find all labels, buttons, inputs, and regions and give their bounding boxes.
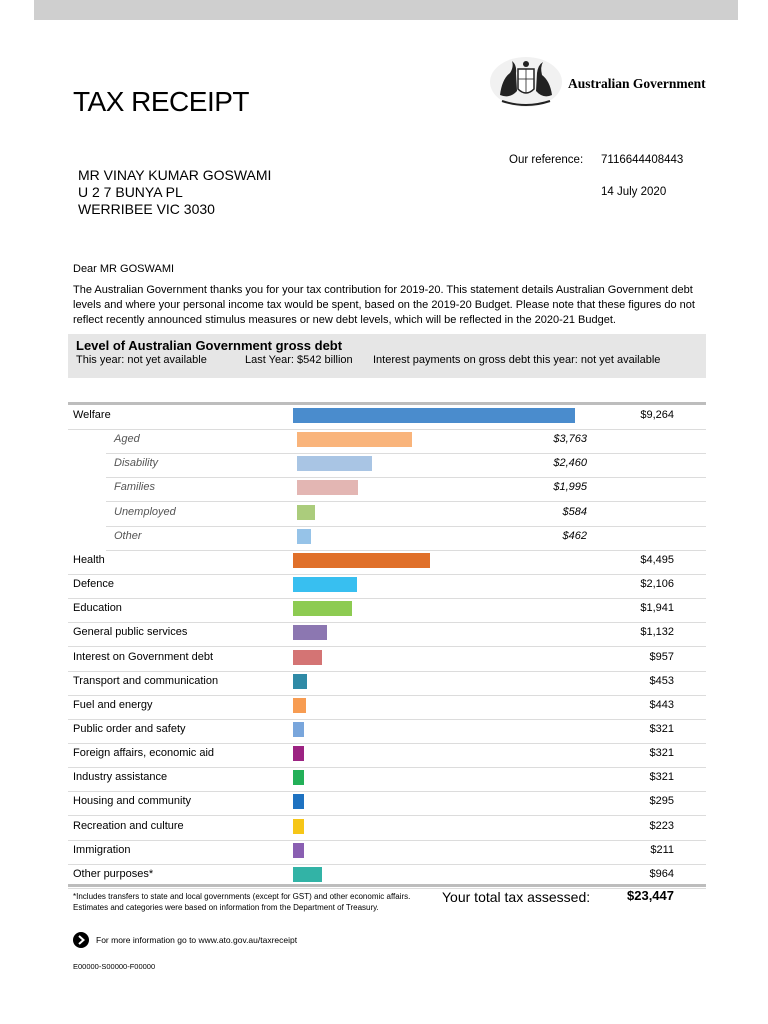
address-line-street: U 2 7 BUNYA PL: [78, 184, 183, 200]
category-value: $453: [649, 674, 674, 687]
category-row: [68, 671, 706, 696]
statement-date: 14 July 2020: [601, 186, 667, 198]
category-label: Fuel and energy: [73, 698, 153, 711]
category-value: $4,495: [640, 553, 674, 566]
page-title: TAX RECEIPT: [73, 86, 250, 117]
category-label: Foreign affairs, economic aid: [73, 747, 215, 760]
logo-text: Australian Government: [568, 76, 706, 91]
category-value: $211: [650, 843, 674, 856]
total-label: Your total tax assessed:: [442, 889, 591, 905]
category-row: [68, 405, 706, 430]
category-bar: [293, 819, 304, 834]
category-bar: [297, 480, 358, 495]
category-label: Unemployed: [114, 505, 176, 518]
category-label: Health: [73, 553, 105, 566]
category-label: Families: [114, 481, 155, 494]
table-bottom-rule: [68, 884, 706, 887]
category-row: [68, 647, 706, 672]
category-label: Other: [114, 529, 142, 542]
category-label: Defence: [73, 578, 114, 591]
category-bar: [293, 794, 304, 809]
category-value: $3,763: [553, 433, 587, 446]
address-line-name: MR VINAY KUMAR GOSWAMI: [78, 167, 272, 183]
category-row: [68, 816, 706, 841]
category-value: $295: [649, 795, 674, 808]
category-label: Transport and communication: [73, 674, 219, 687]
category-bar: [297, 529, 311, 544]
category-row: [68, 719, 706, 744]
document-code: E00000-S00000-F00000: [73, 962, 156, 971]
category-value: $223: [649, 819, 674, 832]
category-label: Welfare: [73, 409, 111, 421]
arrow-right-circle-icon: [73, 932, 89, 948]
category-value: $1,132: [640, 626, 674, 639]
category-bar: [293, 625, 327, 640]
category-bar: [293, 843, 304, 858]
category-bar: [293, 553, 430, 568]
category-value: $462: [562, 529, 587, 542]
category-label: Aged: [114, 433, 140, 446]
sub-category-row: [106, 526, 706, 551]
debt-interest: Interest payments on gross debt this year: not yet available: [373, 354, 661, 366]
salutation: Dear MR GOSWAMI: [73, 263, 175, 275]
reference-label: Our reference:: [509, 154, 584, 166]
category-label: General public services: [73, 626, 188, 639]
address-line-suburb: WERRIBEE VIC 3030: [78, 201, 215, 217]
coat-of-arms-icon: [488, 55, 564, 110]
category-label: Industry assistance: [73, 771, 168, 784]
top-banner: [34, 0, 738, 20]
category-label: Interest on Government debt: [73, 650, 214, 663]
total-value: $23,447: [627, 888, 674, 903]
debt-this-year: This year: not yet available: [76, 354, 207, 366]
category-value: $957: [649, 650, 674, 663]
category-bar: [293, 770, 304, 785]
category-bar: [293, 722, 304, 737]
category-bar: [293, 867, 322, 882]
category-row: [68, 840, 706, 865]
category-bar: [293, 650, 322, 665]
category-row: [68, 695, 706, 720]
reference-value: 7116644408443: [601, 154, 684, 166]
category-value: $443: [649, 698, 674, 711]
category-bar: [297, 432, 412, 447]
category-value: $1,995: [553, 481, 587, 494]
category-value: $321: [649, 747, 674, 760]
more-info-link[interactable]: For more information go to www.ato.gov.au/taxreceipt: [96, 935, 298, 945]
sub-category-row: [106, 453, 706, 478]
category-row: [68, 598, 706, 623]
category-label: Education: [73, 602, 122, 615]
gross-debt-panel: [68, 334, 706, 378]
category-bar: [297, 456, 372, 471]
australian-government-logo: [488, 55, 706, 110]
address-block: [78, 167, 271, 218]
category-value: $9,264: [640, 409, 674, 421]
category-label: Disability: [114, 457, 159, 470]
category-bar: [297, 505, 315, 520]
category-row: [68, 574, 706, 599]
category-bar: [293, 746, 304, 761]
category-value: $2,460: [553, 457, 587, 470]
category-bar: [293, 408, 575, 423]
category-label: Other purposes*: [73, 867, 154, 880]
category-label: Housing and community: [73, 795, 192, 808]
category-value: $1,941: [640, 602, 674, 615]
category-label: Immigration: [73, 843, 131, 856]
sub-category-row: [106, 502, 706, 527]
category-value: $964: [649, 867, 674, 880]
category-label: Public order and safety: [73, 722, 186, 735]
category-row: [68, 550, 706, 575]
category-label: Recreation and culture: [73, 819, 184, 832]
category-row: [68, 767, 706, 792]
debt-last-year: Last Year: $542 billion: [245, 354, 353, 366]
category-bar: [293, 601, 352, 616]
category-value: $2,106: [640, 578, 674, 591]
intro-paragraph: The Australian Government thanks you for your tax contribution for 2019-20. This statement details Australian Government debt levels and where your personal income tax would be spent, based on the 2019-20 Budget. Please note that these figures do not reflect recently announced stimulus measures or new debt levels, which will be reflected in the 2020-21 Budget.: [73, 284, 695, 326]
category-bar: [293, 577, 357, 592]
category-row: [68, 622, 706, 647]
category-value: $321: [649, 722, 674, 735]
category-value: $321: [649, 771, 674, 784]
category-bar: [293, 674, 307, 689]
category-value: $584: [562, 505, 587, 518]
footnote: *Includes transfers to state and local governments (except for GST) and other economic affairs. Estimates and categories were based on information from the Department of Treasury.: [73, 892, 411, 912]
category-bar: [293, 698, 306, 713]
sub-category-row: [106, 477, 706, 502]
sub-category-row: [106, 429, 706, 454]
gross-debt-title: Level of Australian Government gross debt: [76, 338, 343, 353]
category-row: [68, 791, 706, 816]
category-row: [68, 743, 706, 768]
